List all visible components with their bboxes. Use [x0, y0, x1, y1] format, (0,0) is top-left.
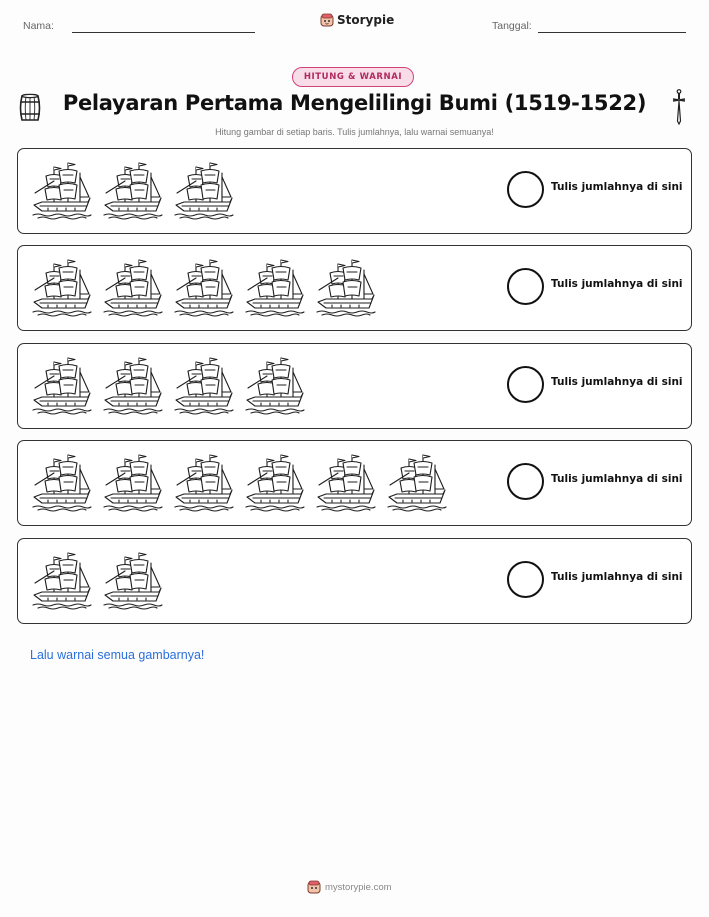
- site-footer: [307, 880, 392, 894]
- answer-label: Tulis jumlahnya di sini: [551, 181, 683, 193]
- galleon-ship-icon: [174, 159, 234, 221]
- ship-group: [32, 549, 163, 611]
- galleon-ship-icon: [32, 256, 92, 318]
- galleon-ship-icon: [316, 256, 376, 318]
- galleon-ship-icon: [32, 159, 92, 221]
- count-row-1: [17, 148, 692, 234]
- count-row-5: [17, 538, 692, 624]
- sword-icon: [670, 89, 688, 125]
- galleon-ship-icon: [103, 159, 163, 221]
- ship-group: [32, 451, 447, 513]
- galleon-ship-icon: [245, 256, 305, 318]
- ship-group: [32, 159, 234, 221]
- brand-name: Storypie: [337, 13, 395, 27]
- galleon-ship-icon: [32, 354, 92, 416]
- page-title: Pelayaran Pertama Mengelilingi Bumi (1519-1522): [62, 91, 647, 115]
- storypie-mascot-icon: [307, 880, 321, 894]
- galleon-ship-icon: [174, 451, 234, 513]
- galleon-ship-icon: [32, 451, 92, 513]
- date-field[interactable]: [538, 32, 686, 33]
- date-label: Tanggal:: [492, 20, 532, 32]
- name-label: Nama:: [23, 20, 54, 32]
- galleon-ship-icon: [103, 451, 163, 513]
- galleon-ship-icon: [174, 256, 234, 318]
- storypie-mascot-icon: [320, 13, 334, 27]
- galleon-ship-icon: [32, 549, 92, 611]
- coloring-note: Lalu warnai semua gambarnya!: [30, 648, 205, 662]
- galleon-ship-icon: [245, 451, 305, 513]
- galleon-ship-icon: [103, 256, 163, 318]
- answer-circle[interactable]: [507, 561, 544, 598]
- galleon-ship-icon: [387, 451, 447, 513]
- site-url: mystorypie.com: [325, 881, 392, 893]
- brand-logo: [320, 13, 394, 27]
- answer-label: Tulis jumlahnya di sini: [551, 473, 683, 485]
- galleon-ship-icon: [103, 354, 163, 416]
- count-row-4: [17, 440, 692, 526]
- ship-group: [32, 256, 376, 318]
- galleon-ship-icon: [103, 549, 163, 611]
- count-row-2: [17, 245, 692, 331]
- galleon-ship-icon: [174, 354, 234, 416]
- answer-circle[interactable]: [507, 171, 544, 208]
- ship-group: [32, 354, 305, 416]
- count-row-3: [17, 343, 692, 429]
- instructions: Hitung gambar di setiap baris. Tulis jumlahnya, lalu warnai semuanya!: [215, 127, 494, 137]
- answer-circle[interactable]: [507, 463, 544, 500]
- activity-badge: HITUNG & WARNAI: [292, 67, 414, 87]
- galleon-ship-icon: [316, 451, 376, 513]
- answer-label: Tulis jumlahnya di sini: [551, 376, 683, 388]
- name-field[interactable]: [72, 32, 255, 33]
- answer-label: Tulis jumlahnya di sini: [551, 278, 683, 290]
- answer-circle[interactable]: [507, 366, 544, 403]
- answer-circle[interactable]: [507, 268, 544, 305]
- answer-label: Tulis jumlahnya di sini: [551, 571, 683, 583]
- galleon-ship-icon: [245, 354, 305, 416]
